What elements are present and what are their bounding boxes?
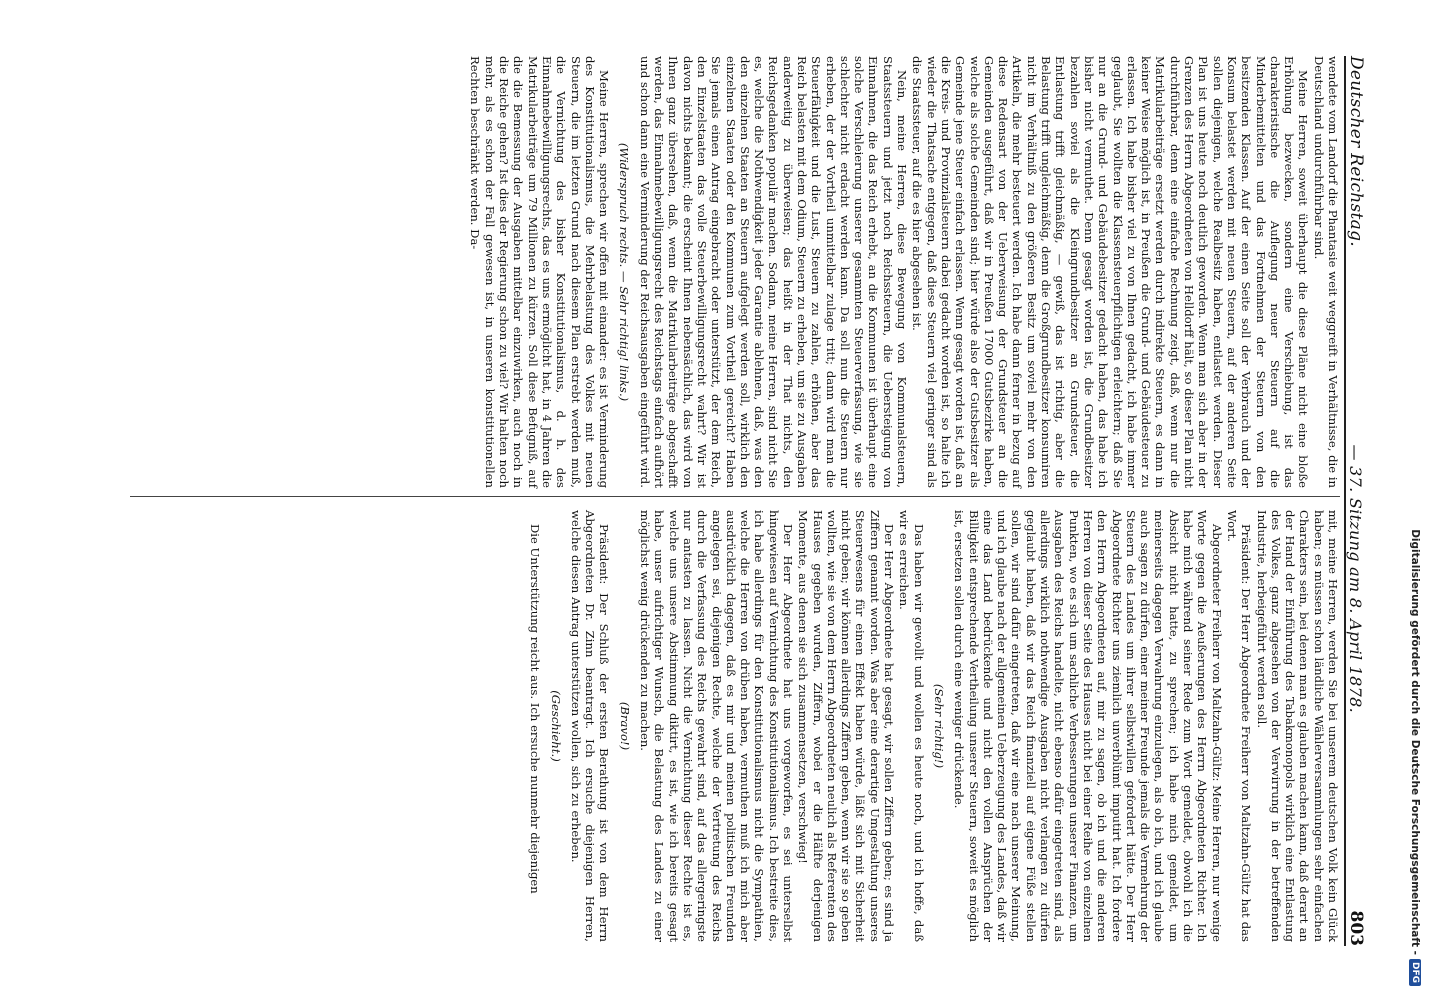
digitization-credit [1406, 6, 1428, 986]
header-session: — 37. Sitzung am 8. April 1878. [1346, 444, 1365, 713]
interjection: (Widerspruch rechts. — Sehr richtig! links.) [617, 142, 632, 402]
dfg-logo: DFG [1409, 959, 1421, 986]
paragraph: Der Herr Abgeordnete hat uns vorgeworfen, es sei unterselbst hingewiesen auf Vernichtung des Konstitutionalismus. Ich bestreite dies, ich habe allerdings für den Konstitutionalismus nicht die Sympathien, welche die Herren von drüben haben, vermuthen muß ich mich aber ausdrücklich dagegen, daß es mir und meinen politischen Freunden angelegen sei, diejenigen Rechte, welche der Vertretung des Reichs durch die Verfassung des Reichs gewahrt sind, auf das allergeringste nur antasten zu lassen. Nicht die Vernichtung dieser Rechte ist es, welche uns unsere Abstimmung diktirt, es ist, wie ich bereits gesagt habe, unser aufrichtiger Wunsch, die Belastung des Landes zu einer möglichst wenig drückenden zu machen. [638, 510, 796, 942]
paragraph: wendete vom Landorf die Phantasie weit weggreift in Verhältnisse, die in Deutschland undurchführbar sind. [1311, 56, 1340, 488]
right-column [527, 510, 1340, 942]
paragraph: Die Unterstützung reicht aus. Ich ersuche nunmehr diejenigen [528, 524, 543, 894]
paragraph: mit, meine Herren, werden Sie bei unserem deutschen Volk kein Glück haben; es müssen schon ländliche Wählerversammlungen sehr einfachen Charakters sein, bei denen man es glauben machen kann, daß derart an der Hand der Einführung des Tabakmonopols wirklich eine Entlastung des Volkes, ganz abgesehen von der Verwirrung in der betreffenden Industrie, herbeigeführt werden soll. [1254, 510, 1340, 942]
interjection: (Geschieht.) [548, 690, 563, 762]
page-number: 803 [1346, 910, 1366, 946]
page-header [1344, 56, 1380, 946]
paragraph: Das haben wir gewollt und wollen es heute noch, und ich hoffe, daß wir es erreichen. [897, 510, 926, 942]
interjection: (Bravo!) [617, 701, 632, 751]
paragraph: Meine Herren, soweit überhaupt die diese Pläne nicht eine bloße Erhöhung bezwecken, sondern eine Verschiebung, ist das charakteristische die Auflegung neuer Steuern auf die Minderbemittelten und das Fortnehmen der Steuern von den besitzenden Klassen. Auf der einen Seite soll der Verbrauch und der Konsum belastet werden mit neuen Steuern, auf der anderen Seite sollen diejenigen, welche Realbesitz haben, entlastet werden. Dieser Plan ist uns heute noch deutlich geworden. Wenn man sich aber in der Grenzen des Herrn Abgeordneten von Helldorff hält, so dieser Plan nicht durchführbar, denn eine einfache Rechnung zeigt, daß, wenn nur die Matrikularbeiträge ersetzt werden durch indirekte Steuern, es dann in keiner Weise möglich ist, in Preußen die Grund- und Gebäudesteuer zu erlassen. Ich habe bisher viel zu von Ihnen gedacht, ich habe immer geglaubt, Sie wollten die Klassensteuerpflichtigen erleichtern; daß Sie nur an die Grund- und Gebäudebesitzer gedacht haben, das habe ich bisher nicht vermuthet. Denn gesagt worden ist, die Grundbesitzer bezahlen soviel als die Kleingrundbesitzer an Grundsteuer, die Entlastung trifft gleichmäßig, — gewiß, das ist richtig, aber die Belastung trifft ungleichmäßig, denn die Großgrundbesitzer konsumiren nicht im Verhältniß zu den größeren Besitz um soviel mehr von den Artikeln, die mehr besteuert werden. Ich habe dann ferner in bezug auf diese Redensart von der Ueberweisung der Grundsteuer an die Gemeinden ausgeführt, daß wir in Preußen 17000 Gutsbezirke haben, welche als solche Gemeinden sind; hier würde also der Gutsbesitzer als Gemeinde jene Steuer einfach erlassen. Wenn gesagt worden ist, daß an die Kreis- und Provinzialsteuern dabei gedacht worden ist, so halte ich wieder die Thatsache entgegen, daß diese Steuern viel geringer sind als die Staatssteuer, auf die es hier abgesehen ist. [910, 56, 1311, 488]
credit-text: Digitalisierung gefördert durch die Deutsche Forschungsgemeinschaft - [1409, 529, 1421, 955]
speaker-paragraph: Abgeordneter Freiherr von Maltzahn-Gültz: Meine Herren, nur wenige Worte gegen die Aeußerungen des Herrn Abgeordneten Richter. Ich habe mich während seiner Rede zum Wort gemeldet, obwohl ich die Absicht nicht hatte, zu sprechen; ich habe mich gemeldet, um meinerseits dagegen Verwahrung einzulegen, als ob ich, und ich glaube auch sagen zu dürfen, einer meiner Freunde jemals die Vermehrung der Steuern des Landes um ihrer selbstwillen gefordert hätte. Der Herr Abgeordnete Richter uns ziemlich unverblümt imputirt hat. Ich fordere den Herrn Abgeordneten auf, mir zu sagen, ob ich und die anderen Herren von dieser Seite des Hauses nicht bei einer Reihe von einzelnen Punkten, wo es sich um sachliche Verbesserungen unserer Finanzen, um Ausgaben des Reichs handelte, nicht ebenso dafür eingetreten sind, als allerdings wirklich nothwendige Ausgaben nicht verlangen zu dürfen geglaubt haben, daß wir das Reich finanziell auf eigene Füße stellen sollen, wir sind dafür eingetreten, daß wir eine nach unserer Meinung, und ich glaube nach der allgemeinen Ueberzeugung des Landes, daß wir eine das Land bedrückende und nicht den vollen Ansprüchen der Billigkeit entsprechende Vertheilung unserer Steuern, soweit es möglich ist, ersetzen sollen durch eine weniger drückende. [952, 510, 1224, 942]
speaker-paragraph: Präsident: Der Herr Abgeordnete Freiherr von Maltzahn-Gültz hat das Wort. [1224, 510, 1254, 942]
interjection: (Sehr richtig!) [931, 683, 946, 769]
paragraph: Nein, meine Herren, diese Bewegung von Kommunalsteuern, Staatssteuern und jetzt noch Reichssteuern, die Uebersteigung von Einnahmen, die das Reich erhebt, an die Kommunen ist überhaupt eine solche Verschleierung unserer gesammten Steuerverfassung, wie sie schlechter nicht erdacht werden kann. Da soll nun die Steuern nur erheben, der der Vortheil unmittelbar zulage tritt; dann wird man die Steuerfähigkeit und die Lust, Steuern zu zahlen, erhöhen, aber das Reich belasten mit dem Odium, Steuern zu erheben, um sie zu Ausgaben anderweitig zu überweisen; das heißt in der That nichts, den Reichsgedanken populär machen. Sodann, meine Herren, sind nicht Sie es, welche die Nothwendigkeit jeder Garantie ablehnen, daß, was den den einzelnen Staaten an Steuern aufgelegt werden soll, wirklich den einzelnen Staaten oder den Kommunen zum Vortheil gereicht? Haben Sie jemals einen Antrag eingebracht oder unterstützt, der dem Reich, den Einzelstaaten das volle Steuerbewilligungsrecht wahrt? Wir ist davon nichts bekannt; die erscheint Ihnen nebensächlich, das wird von Ihnen ganz übersehen, daß, wenn die Matrikularbeiträge abgeschafft werden, das Einnahmebewilligungsrecht des Reichstags einfach aufhört und schon dann eine Verminderung der Reichsausgaben eingeführt wird. [637, 56, 910, 488]
left-column [467, 56, 1340, 488]
paragraph: Meine Herren, sprechen wir offen mit einander: es ist Verminderung des Konstitutionalismus, die Mehrbelastung des Volkes mit neuen Steuern, die im letzten Grund nach diesem Plan erstrebt werden muß, die Vernichtung des bisher Konstitutionalismus, d. h. des Einnahmebewilligungsrechts, das es uns ermöglicht hat, in 4 Jahren die Matrikularbeiträge um 79 Millionen zu kürzen. Soll diese Befugniß, auf die die Bemessung der Ausgaben mittelbar einzuwirken, auch noch in die Reiche gehen? Ist dies der Regierung schon zu viel? Wir halten noch mehr, als es schon der Fall gewesen ist, in unseren konstitutionellen Rechten beschränkt werden. Da- [468, 56, 612, 488]
header-publication: Deutscher Reichstag. [1346, 56, 1366, 247]
paragraph: Der Herr Abgeordnete hat gesagt, wir sollen Ziffern geben; es sind ja Ziffern genannt worden. Was aber eine derartige Umgestaltung unseres Steuerwesens für einen Effekt haben würde, läßt sich mit Sicherheit nicht geben; wir können allerdings Ziffern geben, wenn wir sie so geben wollten, wie sie von dem Herrn Abgeordneten neulich als Referenten des Hauses gegeben wurden, Ziffern, wobei er die Hälfte derjenigen Momente, aus denen sie sich zusammensetzen, verschwieg! [796, 510, 897, 942]
column-divider [130, 496, 1340, 497]
speaker-paragraph: Präsident: Der Schluß der ersten Berathung ist von dem Herrn Abgeordneten Dr. Zinn beantragt. Ich ersuche diejenigen Herren, welche diesen Antrag unterstützen wollen, sich zu erheben. [568, 510, 612, 942]
